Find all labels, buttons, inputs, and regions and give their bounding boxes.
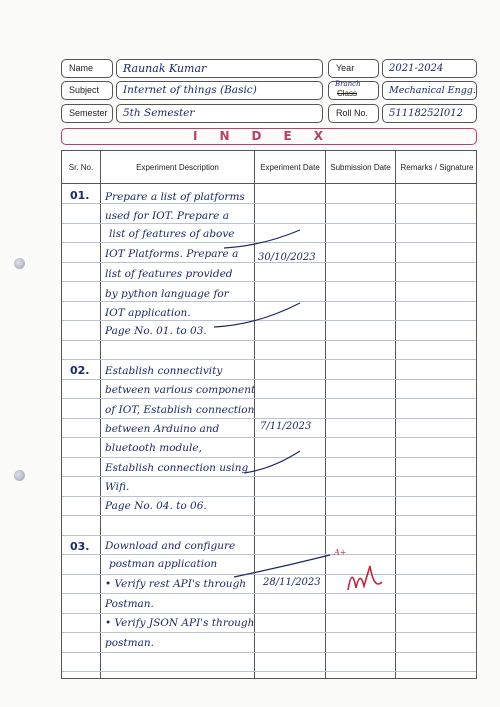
year-label: Year xyxy=(328,59,379,78)
entry-3-srno: 03. xyxy=(70,540,90,553)
signature-icon xyxy=(340,560,390,600)
entry-2-line: Establish connectivity xyxy=(105,365,223,377)
branch-handwritten-label: Branch xyxy=(335,80,361,88)
entry-3-date: 28/11/2023 xyxy=(263,577,321,588)
ruled-line xyxy=(62,223,476,224)
class-label xyxy=(328,81,379,100)
name-label: Name xyxy=(61,59,113,78)
binder-hole xyxy=(14,258,25,269)
entry-2-line: Establish connection using xyxy=(105,462,249,474)
ruled-line xyxy=(62,340,476,341)
entry-2-line: between Arduino and xyxy=(105,423,220,435)
ruled-line xyxy=(62,496,476,497)
entry-1-line: IOT Platforms. Prepare a xyxy=(105,248,239,260)
ruled-line xyxy=(62,379,476,380)
ruled-line xyxy=(62,359,476,360)
entry-1-date: 30/10/2023 xyxy=(258,252,316,263)
entry-3-line: postman application xyxy=(109,558,218,570)
rollno-value: 51118252I012 xyxy=(382,104,477,123)
tick-mark-icon xyxy=(212,301,302,331)
ruled-line xyxy=(62,632,476,633)
entry-3-line: • Verify JSON API's through xyxy=(105,617,255,629)
ruled-line xyxy=(62,535,476,536)
ruled-line xyxy=(62,613,476,614)
rollno-label: Roll No. xyxy=(328,104,379,123)
tick-mark-icon xyxy=(222,226,302,256)
entry-1-line: IOT application. xyxy=(105,307,191,319)
year-value: 2021-2024 xyxy=(382,59,477,78)
index-table xyxy=(61,150,477,679)
tick-mark-icon xyxy=(232,551,332,581)
ruled-line xyxy=(62,281,476,282)
col-header-description: Experiment Description xyxy=(136,162,219,172)
ruled-line xyxy=(62,593,476,594)
branch-value: Mechanical Engg. xyxy=(382,81,477,100)
remarks-grade: A+ xyxy=(334,548,347,557)
ruled-line xyxy=(62,652,476,653)
ruled-line xyxy=(62,671,476,672)
entry-1-line: Page No. 01. to 03. xyxy=(105,325,207,337)
binder-hole xyxy=(14,470,25,481)
entry-3-line: Download and configure xyxy=(105,540,236,552)
tick-mark-icon xyxy=(242,449,302,479)
entry-3-line: Postman. xyxy=(105,598,154,610)
entry-1-line: used for IOT. Prepare a xyxy=(105,210,229,222)
ruled-line xyxy=(62,515,476,516)
entry-2-line: between various component xyxy=(105,384,256,396)
entry-1-srno: 01. xyxy=(70,189,90,202)
entry-1-line: list of features provided xyxy=(105,268,233,280)
class-printed-label: Class xyxy=(337,89,358,98)
ruled-line xyxy=(62,437,476,438)
col-header-sub-date: Submission Date xyxy=(330,162,391,172)
ruled-line xyxy=(62,418,476,419)
semester-value: 5th Semester xyxy=(116,104,323,123)
col-header-remarks: Remarks / Signature xyxy=(400,162,474,172)
entry-3-line: postman. xyxy=(105,637,154,649)
index-title: INDEX xyxy=(61,128,477,145)
ruled-line xyxy=(62,398,476,399)
entry-2-line: Wifi. xyxy=(105,481,130,493)
entry-2-line: bluetooth module, xyxy=(105,442,202,454)
entry-2-date: 7/11/2023 xyxy=(260,421,312,432)
entry-2-line: Page No. 04. to 06. xyxy=(105,500,207,512)
entry-2-line: of IOT, Establish connection xyxy=(105,404,255,416)
entry-1-line: Prepare a list of platforms xyxy=(105,191,245,203)
entry-2-srno: 02. xyxy=(70,364,90,377)
entry-1-line: by python language for xyxy=(105,288,229,300)
subject-label: Subject xyxy=(61,81,113,100)
name-value: Raunak Kumar xyxy=(116,59,323,78)
col-header-srno: Sr. No. xyxy=(68,162,94,172)
subject-value: Internet of things (Basic) xyxy=(116,81,323,100)
ruled-line xyxy=(62,203,476,204)
entry-3-line: • Verify rest API's through xyxy=(105,578,247,590)
col-header-exp-date: Experiment Date xyxy=(260,162,320,172)
entry-1-line: list of features of above xyxy=(109,228,235,240)
semester-label: Semester xyxy=(61,104,113,123)
